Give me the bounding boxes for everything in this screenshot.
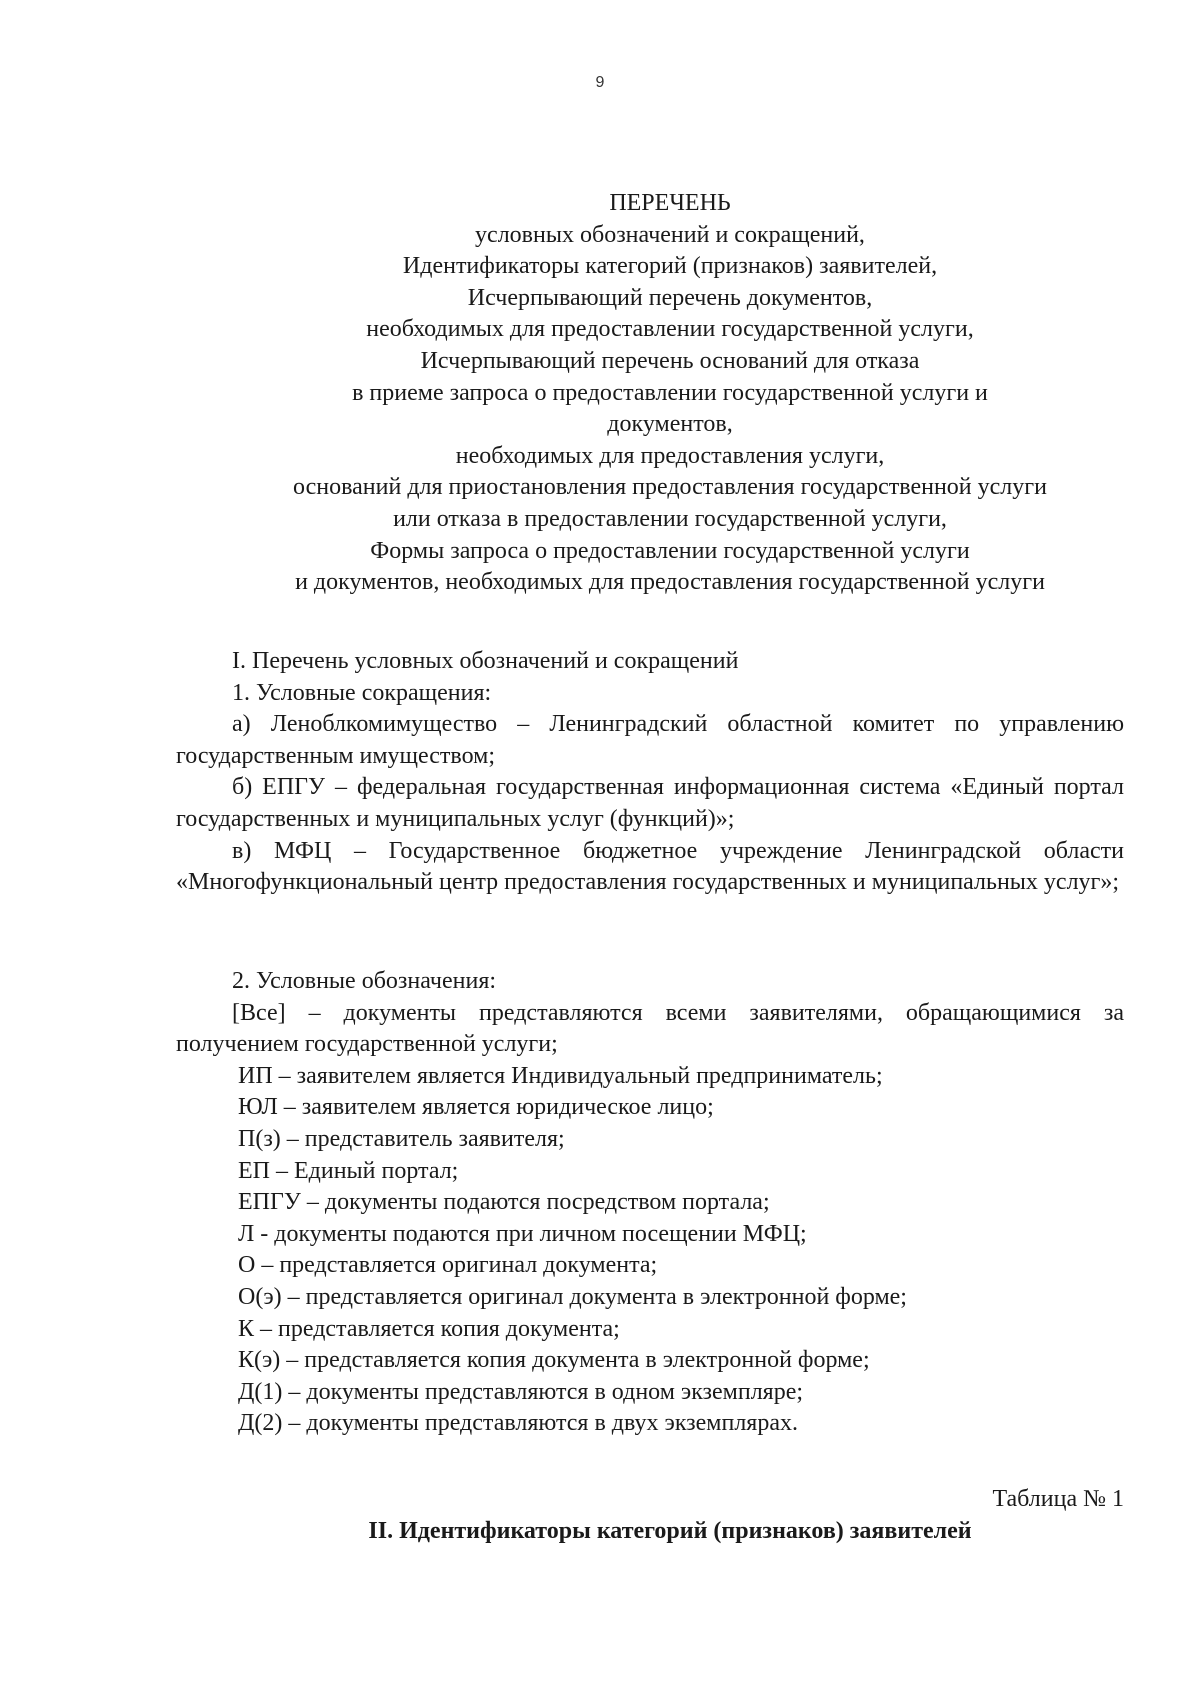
title-line: Исчерпывающий перечень оснований для отказа — [420, 347, 920, 374]
section-heading: I. Перечень условных обозначений и сокращений — [232, 648, 739, 674]
document-title-block — [200, 188, 1140, 599]
legend-item: О – представляется оригинал документа; — [238, 1252, 658, 1279]
title-line: необходимых для предоставлении государственной услуги, — [366, 316, 974, 343]
legend-item: ЕПГУ – документы подаются посредством портала; — [238, 1189, 770, 1216]
legend-item: Л - документы подаются при личном посещении МФЦ; — [238, 1220, 807, 1247]
legend-item: К(э) – представляется копия документа в электронной форме; — [238, 1347, 870, 1374]
legend-item: ЮЛ – заявителем является юридическое лицо; — [238, 1094, 714, 1121]
legend-item: Д(2) – документы представляются в двух экземплярах. — [238, 1410, 798, 1437]
legend-subheading: 2. Условные обозначения: — [232, 968, 497, 994]
document-title: ПЕРЕЧЕНЬ — [609, 190, 731, 216]
legend-item: ЕП – Единый портал; — [238, 1157, 459, 1184]
legend-item: К – представляется копия документа; — [238, 1315, 620, 1342]
title-line: Идентификаторы категорий (признаков) заявителей, — [402, 253, 938, 280]
title-line: необходимых для предоставления услуги, — [455, 442, 885, 469]
abbreviation-item: в) МФЦ – Государственное бюджетное учреждение Ленинградской области «Многофункциональный центр предоставления государственных и муниципальных услуг»; — [176, 837, 1124, 896]
title-line: или отказа в предоставлении государственной услуги, — [393, 505, 947, 532]
title-line: условных обозначений и сокращений, — [475, 221, 865, 248]
title-line: Формы запроса о предоставлении государственной услуги — [370, 537, 970, 564]
legend-item: ИП – заявителем является Индивидуальный предприниматель; — [238, 1062, 883, 1089]
legend-item: Д(1) – документы представляются в одном экземпляре; — [238, 1378, 804, 1405]
section-legend — [176, 966, 1124, 1440]
legend-intro: [Все] – документы представляются всеми заявителями, обращающимися за получением государственной услуги; — [176, 999, 1124, 1058]
abbreviation-item: б) ЕПГУ – федеральная государственная информационная система «Единый портал государственных и муниципальных услуг (функций)»; — [176, 774, 1124, 832]
section-subheading: 1. Условные сокращения: — [232, 679, 492, 706]
table-caption: Таблица № 1 — [992, 1486, 1124, 1512]
title-line: оснований для приостановления предоставления государственной услуги — [293, 474, 1047, 501]
title-line: в приеме запроса о предоставлении государственной услуги и — [352, 379, 988, 406]
legend-item: П(з) – представитель заявителя; — [238, 1125, 565, 1152]
table-title: II. Идентификаторы категорий (признаков) заявителей — [368, 1518, 972, 1544]
title-line: и документов, необходимых для предоставления государственной услуги — [295, 569, 1045, 596]
legend-item: О(э) – представляется оригинал документа в электронной форме; — [238, 1283, 907, 1310]
title-line: Исчерпывающий перечень документов, — [467, 284, 873, 311]
abbreviation-item: а) Леноблкомимущество – Ленинградский областной комитет по управлению государственным имуществом; — [176, 711, 1124, 769]
title-line: документов, — [607, 411, 733, 438]
section-abbreviations — [176, 646, 1124, 899]
page-number: 9 — [595, 74, 605, 91]
